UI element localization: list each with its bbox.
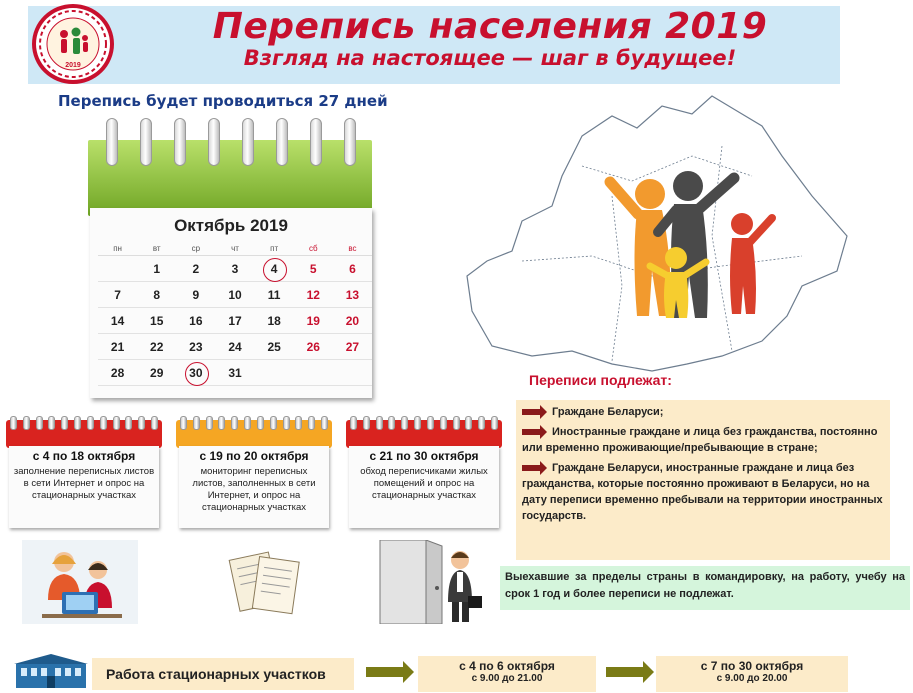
calendar-day: 20	[333, 308, 372, 334]
arrow-right-icon	[522, 429, 542, 435]
calendar-day: 1	[137, 256, 176, 282]
calendar-weekday: ср	[176, 242, 215, 256]
calendar-day: 13	[333, 282, 372, 308]
subject-item	[522, 404, 884, 420]
calendar-ring-icon	[308, 416, 315, 430]
calendar-month: Октябрь 2019	[174, 216, 288, 235]
calendar-ring-icon	[440, 416, 447, 430]
calendar-ring-icon	[376, 416, 383, 430]
calendar-day	[294, 360, 333, 386]
calendar-ring-icon	[453, 416, 460, 430]
census-logo-icon	[32, 4, 114, 84]
calendar-ring-icon	[138, 416, 145, 430]
subjects-list	[516, 400, 890, 560]
stage-description: мониторинг переписных листов, заполненных в сети Интернет, и опрос на стационарных участках	[192, 466, 316, 513]
documents-icon	[212, 540, 328, 624]
period-hours: с 9.00 до 20.00	[716, 673, 788, 684]
calendar-ring-icon	[113, 416, 120, 430]
stage-card-monitoring	[176, 420, 332, 528]
calendar-day	[255, 360, 294, 386]
stage-header-bar	[6, 420, 162, 448]
calendar-ring-icon	[140, 118, 152, 166]
arrow-right-icon	[366, 667, 404, 677]
calendar-day: 6	[333, 256, 372, 282]
calendar-ring-icon	[10, 416, 17, 430]
arrow-right-icon	[606, 667, 644, 677]
calendar-ring-icon	[48, 416, 55, 430]
calendar-day: 19	[294, 308, 333, 334]
calendar-ring-icon	[61, 416, 68, 430]
polling-station-building-icon	[12, 652, 90, 690]
calendar-ring-icon	[180, 416, 187, 430]
calendar-day: 10	[215, 282, 254, 308]
calendar-day: 31	[215, 360, 254, 386]
calendar-ring-icon	[193, 416, 200, 430]
calendar-ring-icon	[244, 416, 251, 430]
october-calendar	[88, 118, 372, 398]
subjects-title: Переписи подлежат:	[529, 372, 672, 388]
census-taker-at-door-icon	[374, 540, 490, 624]
exemption-note: Выехавшие за пределы страны в командировку, на работу, учебу на срок 1 год и более переписи не подлежат.	[500, 566, 910, 610]
calendar-day: 27	[333, 334, 372, 360]
stage-dates: с 4 по 18 октября	[32, 449, 136, 463]
calendar-ring-icon	[427, 416, 434, 430]
stage-sheet	[9, 446, 159, 528]
calendar-day: 29	[137, 360, 176, 386]
calendar-ring-icon	[414, 416, 421, 430]
calendar-day: 3	[215, 256, 254, 282]
calendar-ring-icon	[283, 416, 290, 430]
calendar-ring-icon	[257, 416, 264, 430]
calendar-weekday: чт	[215, 242, 254, 256]
calendar-day: 4	[255, 256, 294, 282]
calendar-day: 9	[176, 282, 215, 308]
calendar-day: 12	[294, 282, 333, 308]
period-hours: с 9.00 до 21.00	[471, 673, 543, 684]
calendar-ring-icon	[208, 118, 220, 166]
calendar-ring-icon	[151, 416, 158, 430]
calendar-ring-icon	[87, 416, 94, 430]
calendar-ring-icon	[465, 416, 472, 430]
people-at-computer-icon	[22, 540, 138, 624]
calendar-day: 2	[176, 256, 215, 282]
calendar-ring-icon	[344, 118, 356, 166]
calendar-ring-icon	[350, 416, 357, 430]
calendar-day: 21	[98, 334, 137, 360]
calendar-weekday: вс	[333, 242, 372, 256]
calendar-day: 17	[215, 308, 254, 334]
subject-item	[522, 460, 884, 524]
stage-description: заполнение переписных листов в сети Интернет и опрос на стационарных участках	[13, 466, 155, 501]
arrow-right-icon	[522, 409, 542, 415]
calendar-ring-icon	[36, 416, 43, 430]
page-subtitle: Взгляд на настоящее — шаг в будущее!	[243, 46, 737, 70]
arrow-right-icon	[522, 465, 542, 471]
calendar-ring-icon	[270, 416, 277, 430]
calendar-day: 24	[215, 334, 254, 360]
stage-card-door-to-door	[346, 420, 502, 528]
calendar-ring-icon	[125, 416, 132, 430]
stage-header-bar	[176, 420, 332, 448]
calendar-ring-icon	[295, 416, 302, 430]
stage-header-bar	[346, 420, 502, 448]
calendar-ring-icon	[276, 118, 288, 166]
calendar-ring-icon	[106, 118, 118, 166]
calendar-day: 7	[98, 282, 137, 308]
calendar-day: 25	[255, 334, 294, 360]
calendar-day: 15	[137, 308, 176, 334]
calendar-day: 28	[98, 360, 137, 386]
calendar-grid	[98, 242, 372, 386]
calendar-ring-icon	[310, 118, 322, 166]
stations-period-1	[418, 656, 596, 692]
stage-dates: с 21 по 30 октября	[369, 449, 479, 463]
calendar-ring-icon	[478, 416, 485, 430]
belarus-map-family-icon	[462, 86, 862, 386]
calendar-header-bar	[88, 140, 372, 216]
subject-item-text: Граждане Беларуси, иностранные граждане и лица без гражданства, которые постоянно проживают в Беларуси, но на дату переписи временно пребывали на территории иностранных государств.	[522, 462, 883, 522]
stage-sheet	[179, 446, 329, 528]
stage-card-internet	[6, 420, 162, 528]
period-dates: с 4 по 6 октября	[459, 659, 555, 673]
calendar-ring-icon	[174, 118, 186, 166]
calendar-day: 11	[255, 282, 294, 308]
stations-work-label: Работа стационарных участков	[92, 658, 354, 690]
calendar-ring-icon	[100, 416, 107, 430]
subject-item-text: Иностранные граждане и лица без гражданства, постоянно или временно проживающие/пребывающие в стране;	[522, 426, 878, 454]
calendar-weekday: пн	[98, 242, 137, 256]
calendar-day: 30	[176, 360, 215, 386]
calendar-day	[98, 256, 137, 282]
calendar-day: 8	[137, 282, 176, 308]
stage-sheet	[349, 446, 499, 528]
calendar-ring-icon	[23, 416, 30, 430]
calendar-weekday: пт	[255, 242, 294, 256]
calendar-ring-icon	[363, 416, 370, 430]
calendar-ring-icon	[401, 416, 408, 430]
calendar-day	[333, 360, 372, 386]
calendar-ring-icon	[218, 416, 225, 430]
calendar-day: 14	[98, 308, 137, 334]
calendar-day: 22	[137, 334, 176, 360]
calendar-ring-icon	[242, 118, 254, 166]
calendar-day: 23	[176, 334, 215, 360]
calendar-day: 16	[176, 308, 215, 334]
duration-text: Перепись будет проводиться 27 дней	[58, 92, 388, 110]
logo-year: 2019	[65, 62, 81, 69]
calendar-ring-icon	[231, 416, 238, 430]
calendar-sheet	[90, 208, 372, 398]
calendar-ring-icon	[74, 416, 81, 430]
calendar-ring-icon	[491, 416, 498, 430]
calendar-ring-icon	[321, 416, 328, 430]
calendar-day: 26	[294, 334, 333, 360]
stations-period-2	[656, 656, 848, 692]
calendar-day: 5	[294, 256, 333, 282]
subject-item-text: Граждане Беларуси;	[552, 406, 664, 418]
stage-dates: с 19 по 20 октября	[199, 449, 309, 463]
calendar-weekday: сб	[294, 242, 333, 256]
stage-description: обход переписчиками жилых помещений и опрос на стационарных участках	[360, 466, 488, 501]
calendar-ring-icon	[388, 416, 395, 430]
calendar-day: 18	[255, 308, 294, 334]
period-dates: с 7 по 30 октября	[700, 659, 804, 673]
calendar-weekday: вт	[137, 242, 176, 256]
page-title: Перепись населения 2019	[212, 6, 768, 47]
calendar-ring-icon	[206, 416, 213, 430]
subject-item	[522, 424, 884, 456]
